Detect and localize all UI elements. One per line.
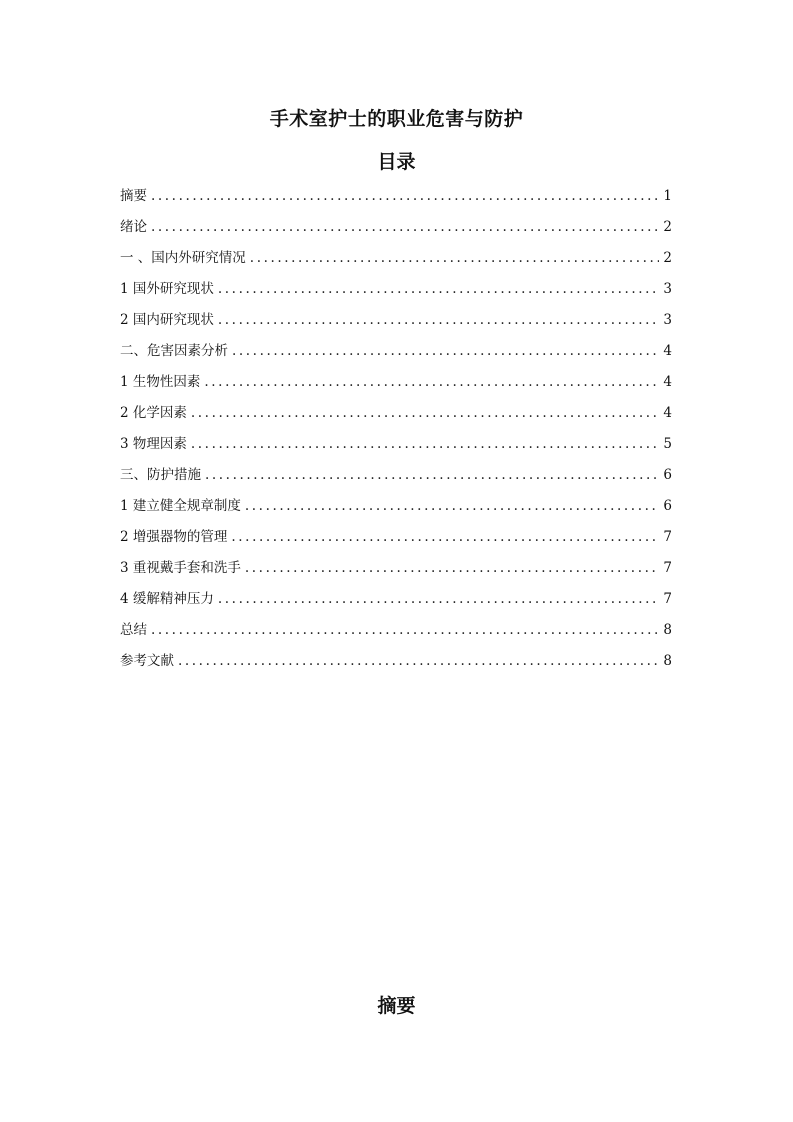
toc-dot-leader bbox=[250, 246, 660, 270]
toc-entry-page-number: 2 bbox=[663, 219, 672, 235]
toc-entry-page-number: 1 bbox=[663, 188, 672, 204]
toc-dot-leader bbox=[178, 649, 659, 673]
toc-entry[interactable] bbox=[120, 401, 672, 432]
toc-entry[interactable] bbox=[120, 649, 672, 680]
toc-dot-leader bbox=[218, 587, 660, 611]
toc-dot-leader bbox=[191, 401, 660, 425]
toc-entry[interactable] bbox=[120, 370, 672, 401]
toc-dot-leader bbox=[245, 494, 660, 518]
toc-entry[interactable] bbox=[120, 587, 672, 618]
toc-entry-label: 一 、国内外研究情况 bbox=[120, 250, 246, 266]
toc-entry-page-number: 7 bbox=[663, 591, 672, 607]
toc-entry-label: 三、防护措施 bbox=[120, 467, 201, 483]
toc-entry-page-number: 3 bbox=[663, 312, 672, 328]
toc-dot-leader bbox=[205, 463, 659, 487]
document-title: 手术室护士的职业危害与防护 bbox=[269, 108, 524, 130]
toc-dot-leader bbox=[151, 184, 659, 208]
toc-entry-label: 总结 bbox=[120, 622, 147, 638]
toc-entry-page-number: 8 bbox=[663, 622, 672, 638]
toc-heading: 目录 bbox=[377, 151, 416, 173]
table-of-contents bbox=[120, 184, 672, 680]
toc-entry[interactable] bbox=[120, 184, 672, 215]
toc-dot-leader bbox=[151, 618, 659, 642]
toc-dot-leader bbox=[218, 277, 660, 301]
toc-entry-page-number: 6 bbox=[663, 467, 672, 483]
toc-dot-leader bbox=[232, 339, 659, 363]
toc-entry-page-number: 5 bbox=[663, 436, 672, 452]
toc-entry-label: 4 缓解精神压力 bbox=[120, 591, 214, 607]
toc-dot-leader bbox=[245, 556, 660, 580]
toc-entry-label: 1 建立健全规章制度 bbox=[120, 498, 241, 514]
toc-entry[interactable] bbox=[120, 308, 672, 339]
toc-entry-page-number: 8 bbox=[663, 653, 672, 669]
toc-entry[interactable] bbox=[120, 339, 672, 370]
toc-entry[interactable] bbox=[120, 525, 672, 556]
toc-dot-leader bbox=[204, 370, 659, 394]
toc-dot-leader bbox=[191, 432, 660, 456]
toc-entry[interactable] bbox=[120, 618, 672, 649]
toc-entry-label: 1 生物性因素 bbox=[120, 374, 201, 390]
toc-entry-label: 参考文献 bbox=[120, 653, 174, 669]
toc-entry-label: 2 国内研究现状 bbox=[120, 312, 214, 328]
toc-entry-page-number: 4 bbox=[663, 343, 672, 359]
toc-entry[interactable] bbox=[120, 494, 672, 525]
toc-entry[interactable] bbox=[120, 556, 672, 587]
toc-entry[interactable] bbox=[120, 277, 672, 308]
toc-entry[interactable] bbox=[120, 432, 672, 463]
toc-entry-label: 1 国外研究现状 bbox=[120, 281, 214, 297]
toc-entry-label: 2 化学因素 bbox=[120, 405, 187, 421]
toc-dot-leader bbox=[218, 308, 660, 332]
toc-entry-label: 绪论 bbox=[120, 219, 147, 235]
toc-entry-label: 3 重视戴手套和洗手 bbox=[120, 560, 241, 576]
toc-entry[interactable] bbox=[120, 215, 672, 246]
toc-entry[interactable] bbox=[120, 463, 672, 494]
toc-entry-page-number: 2 bbox=[663, 250, 672, 266]
toc-entry[interactable] bbox=[120, 246, 672, 277]
toc-entry-label: 2 增强器物的管理 bbox=[120, 529, 228, 545]
toc-entry-label: 二、危害因素分析 bbox=[120, 343, 228, 359]
toc-entry-label: 3 物理因素 bbox=[120, 436, 187, 452]
toc-entry-page-number: 4 bbox=[663, 374, 672, 390]
abstract-heading: 摘要 bbox=[377, 995, 416, 1017]
toc-dot-leader bbox=[151, 215, 659, 239]
toc-entry-page-number: 7 bbox=[663, 529, 672, 545]
toc-entry-page-number: 3 bbox=[663, 281, 672, 297]
toc-entry-page-number: 6 bbox=[663, 498, 672, 514]
toc-entry-page-number: 4 bbox=[663, 405, 672, 421]
toc-entry-label: 摘要 bbox=[120, 188, 147, 204]
toc-entry-page-number: 7 bbox=[663, 560, 672, 576]
toc-dot-leader bbox=[231, 525, 659, 549]
